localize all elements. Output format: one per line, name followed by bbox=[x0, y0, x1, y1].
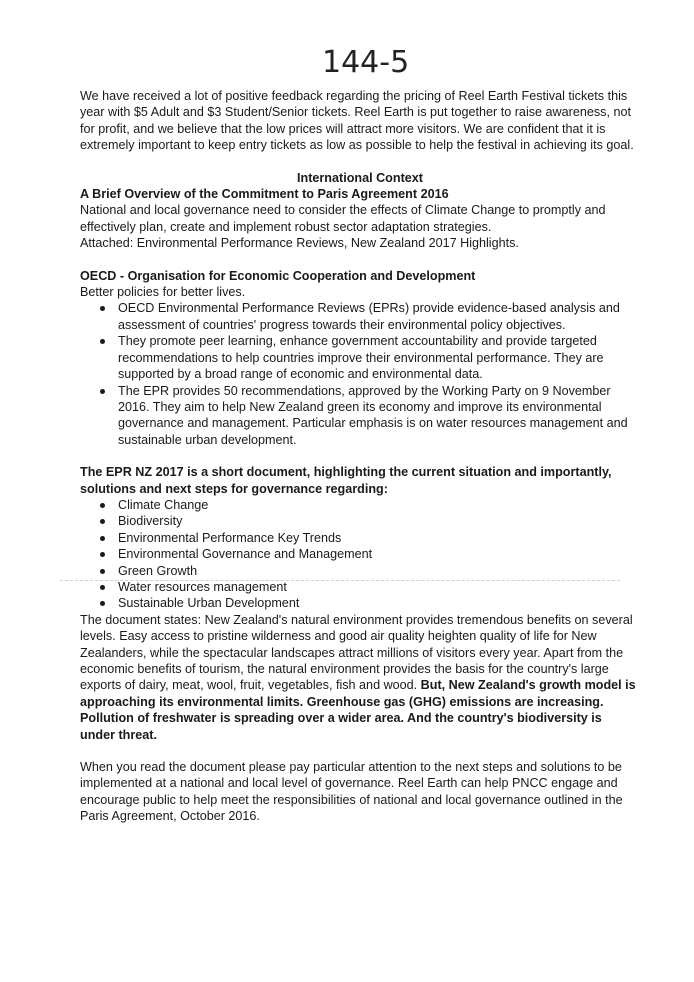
bullet-icon bbox=[100, 536, 105, 541]
paris-agreement-heading: A Brief Overview of the Commitment to Paris Agreement 2016 bbox=[80, 187, 449, 202]
document-states-paragraph bbox=[80, 612, 640, 743]
bullet-icon bbox=[100, 585, 105, 590]
bullet-icon bbox=[100, 389, 105, 394]
attached-note: Attached: Environmental Performance Reviews, New Zealand 2017 Highlights. bbox=[80, 236, 519, 251]
svg-text:144-5: 144-5 bbox=[322, 45, 410, 80]
oecd-bullet-list bbox=[80, 300, 640, 448]
epr-heading: The EPR NZ 2017 is a short document, highlighting the current situation and importantly, solutions and next steps for governance regarding: bbox=[80, 465, 612, 496]
closing-paragraph: When you read the document please pay particular attention to the next steps and solutions to be implemented at a national and local level of governance. Reel Earth can help PNCC engage and encourage public to help meet the responsibilities of national and local governance outlined in the Paris Agreement, October 2016. bbox=[80, 760, 623, 824]
epr-topic-list bbox=[80, 497, 640, 612]
list-item: Water resources management bbox=[80, 579, 640, 595]
bullet-icon bbox=[100, 601, 105, 606]
list-item: Sustainable Urban Development bbox=[80, 595, 640, 611]
list-item: Environmental Performance Key Trends bbox=[80, 530, 640, 546]
oecd-heading: OECD - Organisation for Economic Cooperation and Development bbox=[80, 268, 476, 283]
handwritten-page-number bbox=[318, 40, 418, 80]
list-item: Climate Change bbox=[80, 497, 640, 513]
bullet-icon bbox=[100, 306, 105, 311]
intro-paragraph: We have received a lot of positive feedback regarding the pricing of Reel Earth Festival tickets this year with $5 Adult and $3 Student/Senior tickets. Reel Earth is put together to raise awareness, not for profit, and we believe that the low prices will attract more visitors. We are confident that it is extremely important to keep entry tickets as low as possible to help the festival in achieving its goal. bbox=[80, 89, 634, 153]
list-item: Green Growth bbox=[80, 563, 640, 579]
states-text: The document states: New Zealand's natural environment provides tremendous benefits on several levels. Easy access to pristine wilderness and good air quality heighten quality of life for New Zealanders, while the spectacular landscapes attract millions of visitors every year. Apart from the economic benefits of tourism, the natural environment provides the basis for the country's large exports of dairy, meat, wool, fruit, vegetables, fish and wood. bbox=[80, 612, 633, 693]
list-item: OECD Environmental Performance Reviews (EPRs) provide evidence-based analysis and assessment of countries' progress towards their environmental policy objectives. bbox=[80, 300, 640, 333]
list-item: They promote peer learning, enhance government accountability and provide targeted recommendations to help countries improve their environmental performance. They are supported by a broad range of economic and environmental data. bbox=[80, 333, 640, 382]
international-context-heading: International Context bbox=[297, 170, 423, 185]
document-body bbox=[80, 88, 640, 825]
oecd-tagline: Better policies for better lives. bbox=[80, 285, 246, 300]
list-item: The EPR provides 50 recommendations, approved by the Working Party on 9 November 2016. They aim to help New Zealand green its economy and improve its environmental governance and management. Particular emphasis is on water resources management and sustainable urban development. bbox=[80, 383, 640, 449]
list-item: Biodiversity bbox=[80, 513, 640, 529]
bullet-icon bbox=[100, 552, 105, 557]
bullet-icon bbox=[100, 569, 105, 574]
bullet-icon bbox=[100, 339, 105, 344]
bullet-icon bbox=[100, 503, 105, 508]
paris-agreement-text: National and local governance need to consider the effects of Climate Change to promptly and effectively plan, create and implement robust sector adaptation strategies. bbox=[80, 203, 606, 234]
bullet-icon bbox=[100, 519, 105, 524]
list-item: Environmental Governance and Management bbox=[80, 546, 640, 562]
states-bold-text: But, New Zealand's growth model is approaching its environmental limits. Greenhouse gas (GHG) emissions are increasing. Pollution of freshwater is spreading over a wider area. And the country's biodiversity is under threat. bbox=[80, 678, 636, 742]
